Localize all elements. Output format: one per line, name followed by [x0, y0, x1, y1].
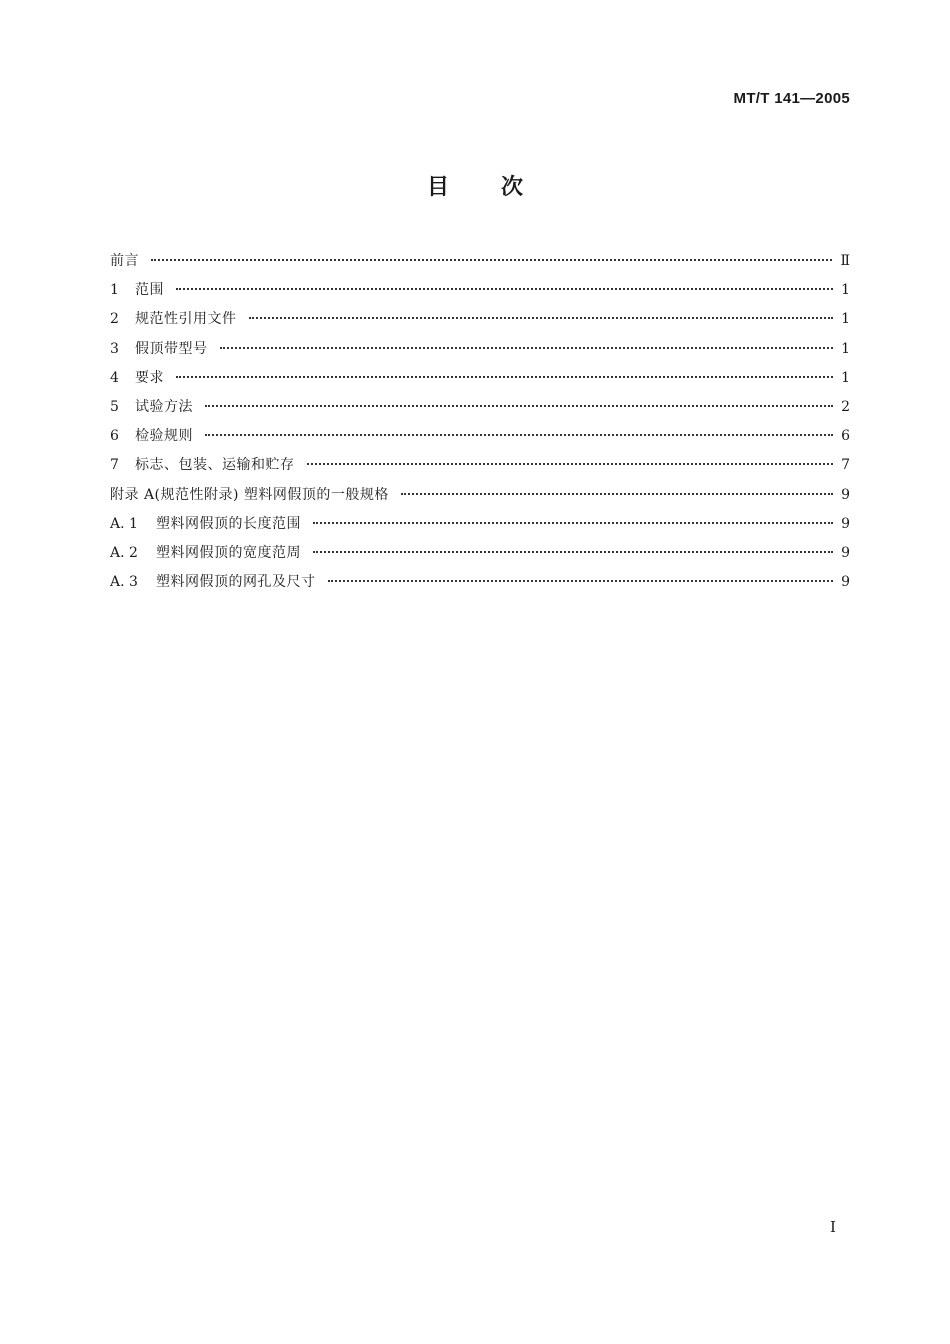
- toc-leader: [205, 434, 833, 436]
- toc-label: 标志、包装、运输和贮存: [135, 457, 295, 474]
- toc-section-number: 2: [110, 311, 119, 328]
- toc-leader: [176, 288, 833, 290]
- toc-page-number: 1: [841, 282, 850, 299]
- toc-section-number: 3: [110, 340, 119, 357]
- toc-entry-a1[interactable]: [110, 513, 850, 542]
- toc-label: 塑料网假顶的长度范围: [156, 515, 301, 532]
- toc-page-number: 1: [841, 369, 850, 386]
- toc-section-number: A. 3: [110, 574, 138, 591]
- toc-section-number: 1: [110, 282, 119, 299]
- toc-leader: [205, 405, 833, 407]
- title-char-1: 目: [426, 175, 449, 200]
- toc-entry-1[interactable]: [110, 279, 850, 308]
- toc-page-number: 1: [841, 340, 850, 357]
- table-of-contents: [110, 250, 850, 600]
- toc-leader: [307, 463, 834, 465]
- toc-section-number: 6: [110, 428, 119, 445]
- toc-entry-5[interactable]: [110, 396, 850, 425]
- page-number: I: [830, 1218, 836, 1236]
- toc-page-number: 1: [841, 311, 850, 328]
- toc-page-number: 9: [841, 574, 850, 591]
- toc-leader: [176, 376, 833, 378]
- toc-entry-4[interactable]: [110, 367, 850, 396]
- toc-section-number: 7: [110, 457, 119, 474]
- toc-entry-a2[interactable]: [110, 542, 850, 571]
- title-char-2: 次: [501, 175, 524, 200]
- toc-leader: [151, 259, 832, 261]
- toc-leader: [328, 580, 834, 582]
- toc-entry-a3[interactable]: [110, 571, 850, 600]
- toc-section-number: A. 2: [110, 544, 138, 561]
- toc-leader: [220, 347, 834, 349]
- toc-leader: [313, 522, 833, 524]
- toc-section-number: 4: [110, 369, 119, 386]
- page-title: [0, 170, 950, 201]
- toc-leader: [401, 493, 833, 495]
- toc-page-number: 6: [841, 428, 850, 445]
- toc-page-number: 9: [841, 515, 850, 532]
- toc-label: 塑料网假顶的网孔及尺寸: [156, 574, 316, 591]
- toc-entry-7[interactable]: [110, 454, 850, 483]
- toc-entry-appendix-a[interactable]: [110, 484, 850, 513]
- toc-label: 附录 A(规范性附录) 塑料网假顶的一般规格: [110, 486, 389, 503]
- toc-leader: [249, 317, 834, 319]
- toc-label: 前言: [110, 253, 139, 269]
- toc-label: 试验方法: [135, 398, 193, 415]
- toc-label: 检验规则: [135, 428, 193, 445]
- toc-label: 范围: [135, 282, 164, 299]
- toc-page-number: 2: [841, 398, 850, 415]
- toc-entry-3[interactable]: [110, 338, 850, 367]
- toc-entry-6[interactable]: [110, 425, 850, 454]
- document-code: MT/T 141—2005: [733, 90, 850, 107]
- toc-page-number: 7: [841, 457, 850, 474]
- toc-label: 塑料网假顶的宽度范周: [156, 544, 301, 561]
- toc-label: 假顶带型号: [135, 340, 208, 357]
- toc-entry-2[interactable]: [110, 308, 850, 337]
- toc-leader: [313, 551, 833, 553]
- toc-label: 要求: [135, 369, 164, 386]
- toc-section-number: A. 1: [110, 515, 138, 532]
- toc-page-number: 9: [841, 486, 850, 503]
- toc-label: 规范性引用文件: [135, 311, 237, 328]
- toc-page-number: Ⅱ: [840, 253, 850, 269]
- toc-page-number: 9: [841, 544, 850, 561]
- toc-entry-foreword[interactable]: [110, 250, 850, 279]
- toc-section-number: 5: [110, 398, 119, 415]
